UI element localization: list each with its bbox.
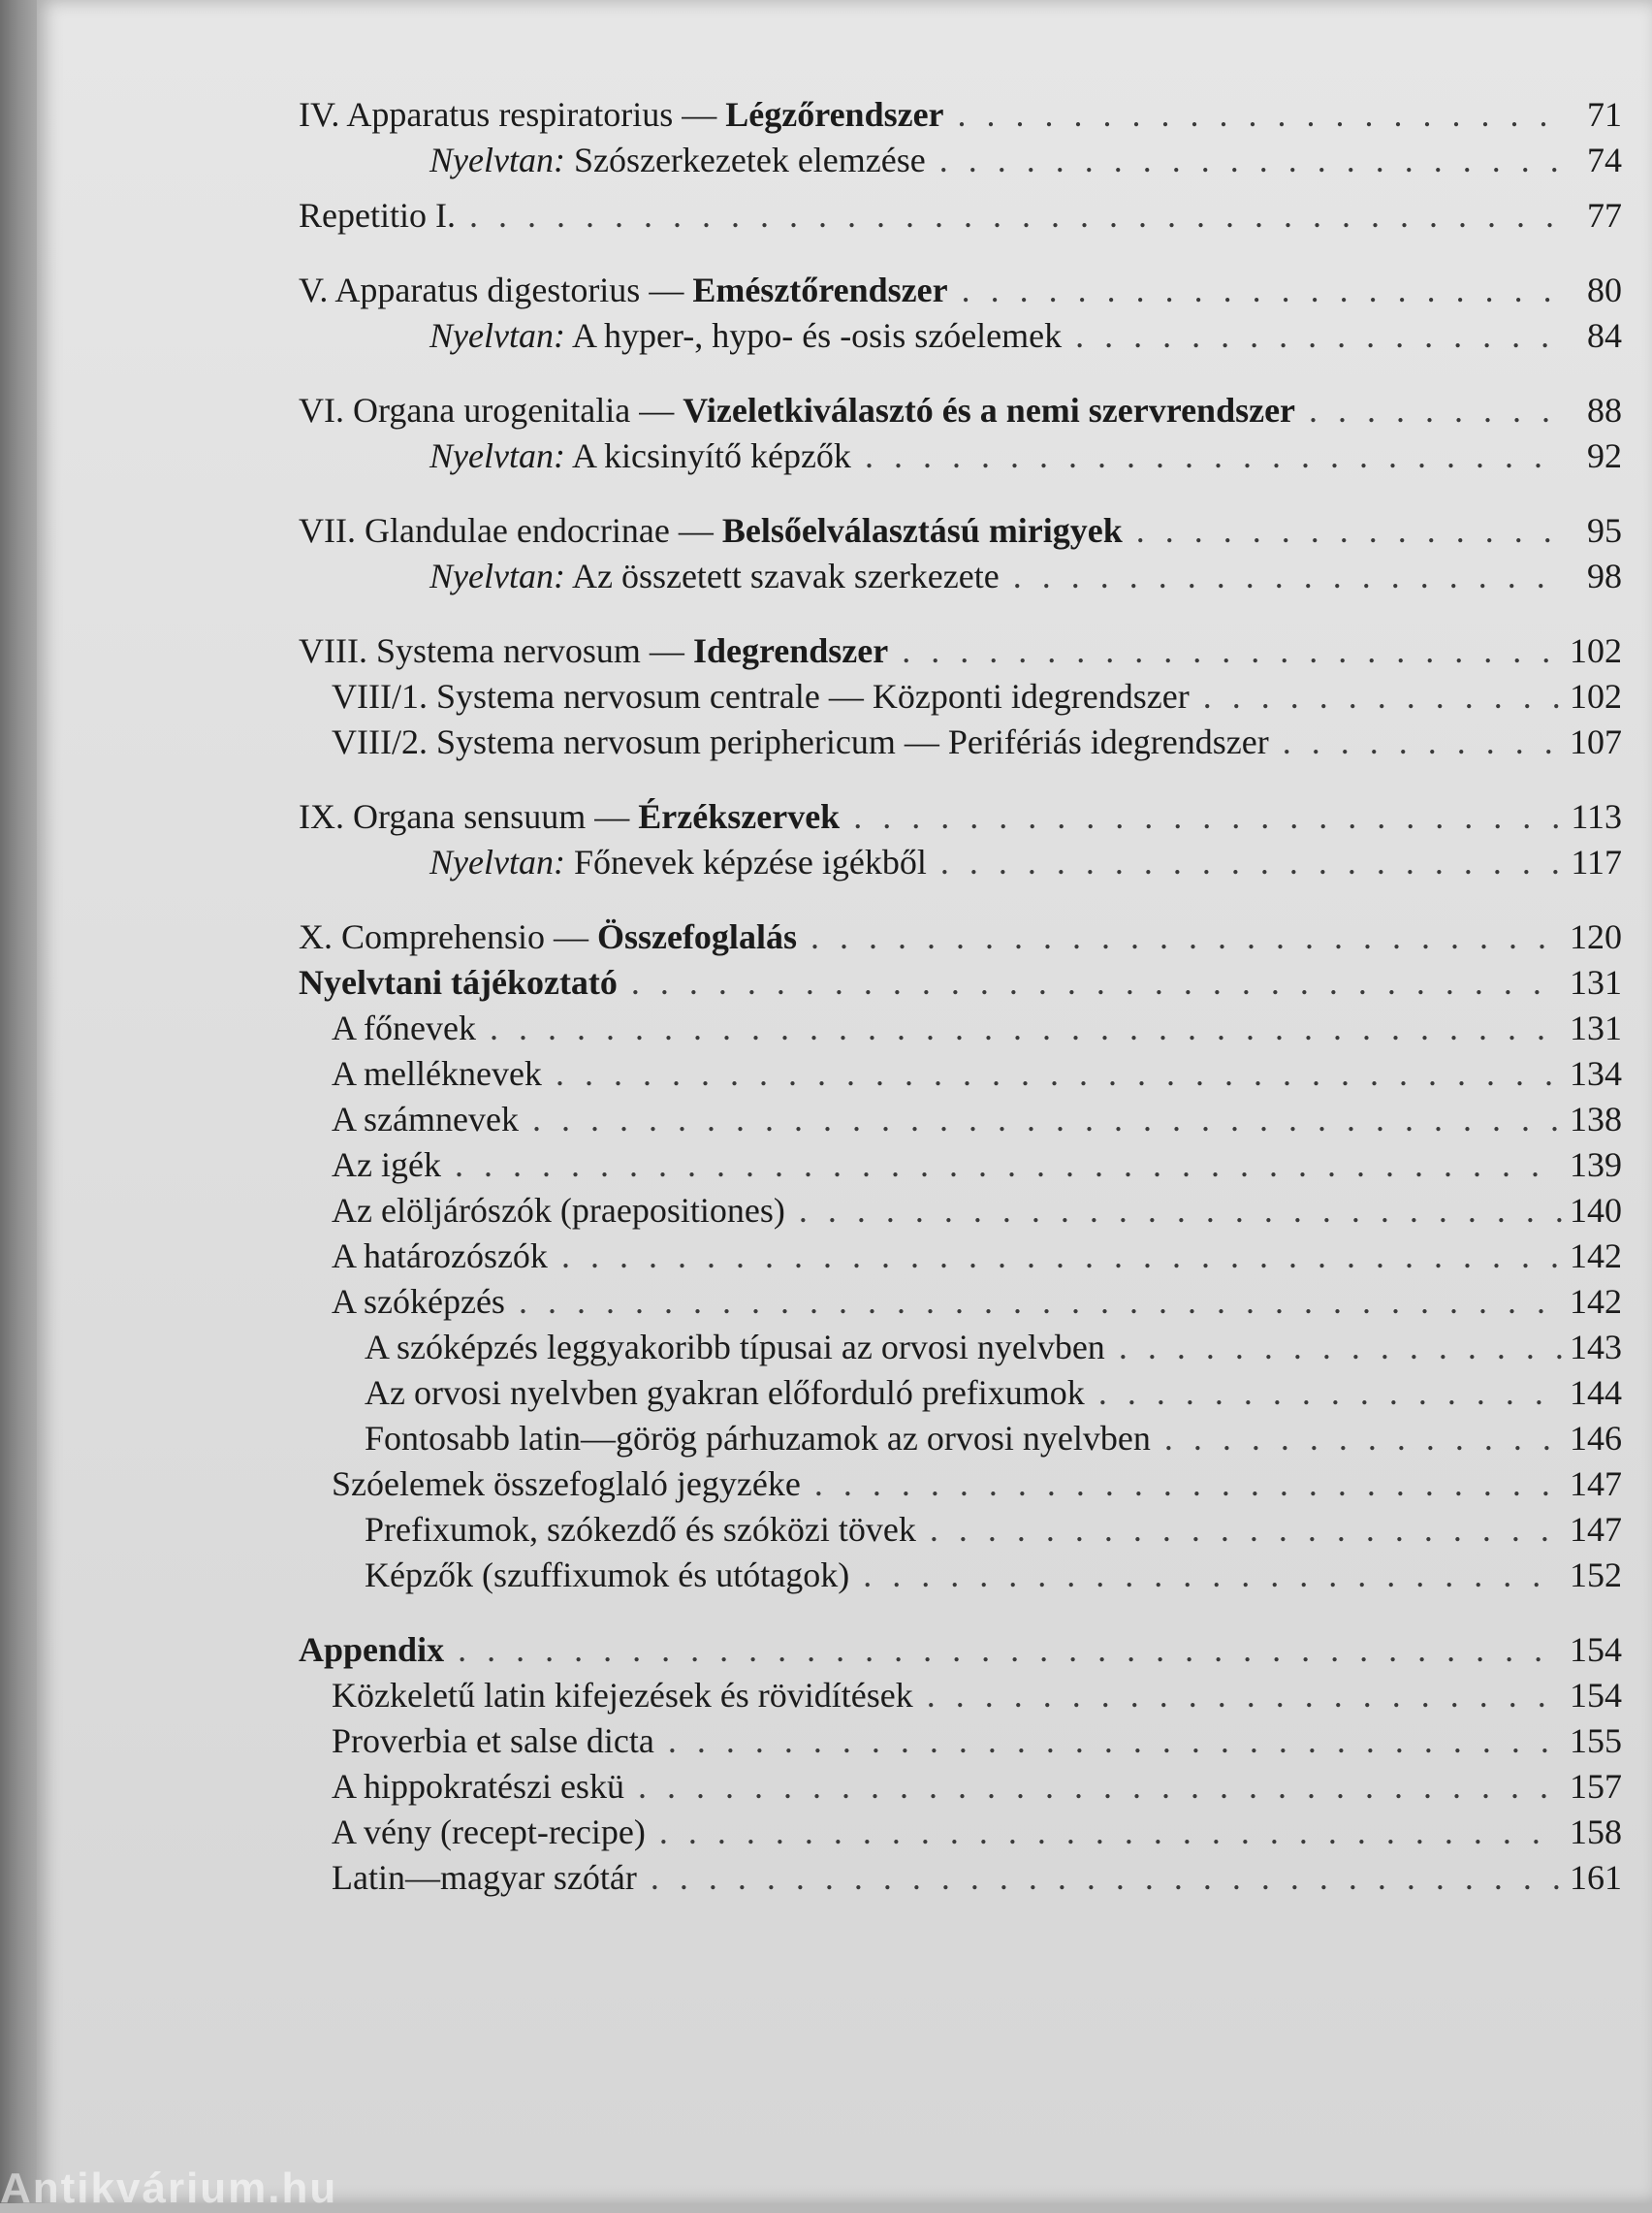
dot-leader [939, 138, 1562, 183]
dot-leader [1119, 1325, 1562, 1370]
toc-entry [299, 720, 1622, 765]
toc-entry-bold-text: Légzőrendszer [725, 95, 944, 134]
table-of-contents [299, 92, 1622, 1901]
toc-entry [299, 433, 1622, 479]
dot-leader [1309, 388, 1562, 433]
toc-page-number: 147 [1570, 1510, 1622, 1549]
dot-leader [958, 92, 1562, 138]
toc-entry-text: Latin—magyar szótár [332, 1858, 637, 1897]
toc-entry [299, 840, 1622, 885]
dot-leader [469, 193, 1562, 239]
toc-entry-text: Szóelemek összefoglaló jegyzéke [332, 1464, 801, 1503]
toc-entry [299, 1553, 1622, 1598]
toc-page-number: 152 [1570, 1556, 1622, 1594]
toc-entry-text: A hippokratészi eskü [332, 1767, 624, 1806]
toc-page-number: 146 [1570, 1419, 1622, 1458]
dot-leader [863, 1553, 1562, 1598]
toc-entry [299, 92, 1622, 138]
toc-entry [299, 1507, 1622, 1553]
dot-leader [865, 433, 1562, 479]
toc-entry [299, 1142, 1622, 1188]
toc-entry-title [332, 1279, 505, 1325]
toc-entry [299, 1416, 1622, 1461]
toc-entry [299, 674, 1622, 720]
toc-entry-title [332, 1051, 542, 1097]
toc-entry-title [332, 1461, 801, 1507]
toc-entry [299, 1006, 1622, 1051]
toc-entry-text: Főnevek képzése igékből [564, 843, 927, 882]
toc-entry-text: VIII/1. Systema nervosum centrale — Központi idegrendszer [332, 677, 1190, 716]
dot-leader [814, 1461, 1562, 1507]
toc-page-number: 139 [1570, 1145, 1622, 1184]
toc-entry-text: Az elöljárószók (praepositiones) [332, 1191, 785, 1230]
toc-entry [299, 554, 1622, 599]
toc-entry-title [332, 674, 1190, 720]
toc-page-number: 74 [1587, 141, 1622, 179]
toc-entry-title [365, 1370, 1085, 1416]
dot-leader [799, 1188, 1562, 1234]
toc-page-number: 120 [1570, 917, 1622, 956]
toc-entry-text: VIII. Systema nervosum — [299, 631, 693, 670]
toc-entry-bold-text: Emésztőrendszer [692, 271, 948, 309]
dot-leader [810, 914, 1562, 960]
toc-entry-title [332, 1142, 441, 1188]
toc-entry-text: A főnevek [332, 1009, 476, 1047]
toc-entry-title [332, 1718, 654, 1764]
dot-leader [490, 1006, 1562, 1051]
toc-entry-bold-text: Appendix [299, 1630, 445, 1669]
dot-leader [1203, 674, 1562, 720]
toc-entry-title [299, 92, 944, 138]
toc-entry-title [429, 313, 1062, 359]
toc-page-number: 131 [1570, 1009, 1622, 1047]
toc-entry [299, 1461, 1622, 1507]
toc-entry [299, 138, 1622, 183]
toc-page-number: 77 [1587, 196, 1622, 235]
toc-entry-text: Közkeletű latin kifejezések és rövidítések [332, 1676, 913, 1715]
dot-leader [853, 794, 1562, 840]
dot-leader [631, 960, 1562, 1006]
toc-page-number: 92 [1587, 436, 1622, 475]
toc-page-number: 154 [1570, 1676, 1622, 1715]
toc-entry [299, 388, 1622, 433]
toc-entry [299, 628, 1622, 674]
toc-entry-title [299, 268, 948, 313]
toc-entry-label-italic: Nyelvtan: [429, 843, 565, 882]
toc-entry-text: A kicsinyítő képzők [564, 436, 851, 475]
toc-page-number: 154 [1570, 1630, 1622, 1669]
toc-entry-title [299, 508, 1123, 554]
toc-entry [299, 1279, 1622, 1325]
toc-entry-text: Proverbia et salse dicta [332, 1721, 654, 1760]
toc-entry-title [299, 1627, 444, 1673]
dot-leader [532, 1097, 1562, 1142]
toc-entry-text: A szóképzés [332, 1282, 505, 1321]
toc-page-number: 88 [1587, 391, 1622, 430]
toc-entry-title [429, 138, 926, 183]
toc-entry-title [332, 1006, 476, 1051]
dot-leader [940, 840, 1562, 885]
dot-leader [668, 1718, 1562, 1764]
toc-page-number: 158 [1570, 1812, 1622, 1851]
toc-entry-title [365, 1416, 1151, 1461]
toc-page-number: 140 [1570, 1191, 1622, 1230]
toc-entry-title [429, 840, 927, 885]
dot-leader [455, 1142, 1562, 1188]
toc-entry-title [365, 1507, 916, 1553]
toc-entry-bold-text: Összefoglalás [596, 917, 797, 956]
toc-entry-text: A számnevek [332, 1100, 519, 1139]
toc-entry [299, 1718, 1622, 1764]
toc-entry [299, 794, 1622, 840]
toc-entry [299, 1855, 1622, 1901]
toc-page-number: 143 [1570, 1328, 1622, 1366]
toc-entry [299, 508, 1622, 554]
toc-entry-text: A hyper-, hypo- és -osis szóelemek [564, 316, 1063, 355]
book-page [37, 0, 1652, 2203]
toc-entry-text: VI. Organa urogenitalia — [299, 391, 683, 430]
dot-leader [962, 268, 1562, 313]
dot-leader [659, 1810, 1562, 1855]
toc-entry [299, 914, 1622, 960]
toc-entry-text: Az igék [332, 1145, 441, 1184]
toc-page-number: 144 [1570, 1373, 1622, 1412]
toc-page-number: 157 [1570, 1767, 1622, 1806]
toc-page-number: 142 [1570, 1282, 1622, 1321]
toc-page-number: 131 [1570, 963, 1622, 1002]
toc-entry-bold-text: Belsőelválasztású mirigyek [721, 511, 1123, 550]
toc-entry [299, 1370, 1622, 1416]
toc-entry-text: A határozószók [332, 1236, 548, 1275]
toc-page-number: 107 [1570, 722, 1622, 761]
toc-entry-label-italic: Nyelvtan: [429, 557, 565, 595]
watermark: Antikvárium.hu [0, 2165, 338, 2212]
toc-entry [299, 1234, 1622, 1279]
toc-entry [299, 268, 1622, 313]
dot-leader [930, 1507, 1562, 1553]
toc-entry-title [332, 1234, 548, 1279]
toc-page-number: 80 [1587, 271, 1622, 309]
toc-entry-label-italic: Nyelvtan: [429, 316, 565, 355]
toc-page-number: 102 [1570, 677, 1622, 716]
toc-entry-title [299, 388, 1295, 433]
toc-entry [299, 313, 1622, 359]
toc-entry-title [299, 960, 618, 1006]
toc-page-number: 71 [1587, 95, 1622, 134]
toc-entry-title [299, 914, 797, 960]
toc-entry-title [299, 794, 840, 840]
toc-page-number: 113 [1571, 797, 1622, 836]
toc-entry-text: Az összetett szavak szerkezete [564, 557, 1000, 595]
toc-entry-title [429, 433, 851, 479]
toc-page-number: 138 [1570, 1100, 1622, 1139]
toc-entry-text: X. Comprehensio — [299, 917, 597, 956]
toc-page-number: 147 [1570, 1464, 1622, 1503]
toc-entry-text: VII. Glandulae endocrinae — [299, 511, 722, 550]
dot-leader [1013, 554, 1562, 599]
dot-leader [1283, 720, 1562, 765]
toc-entry-title [332, 1764, 624, 1810]
toc-entry-text: IV. Apparatus respiratorius — [299, 95, 726, 134]
dot-leader [556, 1051, 1562, 1097]
toc-entry-text: V. Apparatus digestorius — [299, 271, 693, 309]
toc-page-number: 84 [1587, 316, 1622, 355]
dot-leader [1098, 1370, 1562, 1416]
toc-entry-bold-text: Nyelvtani tájékoztató [299, 963, 618, 1002]
toc-entry [299, 1188, 1622, 1234]
toc-entry [299, 193, 1622, 239]
toc-entry-title [332, 1097, 519, 1142]
toc-entry-title [332, 1855, 637, 1901]
toc-entry [299, 1810, 1622, 1855]
toc-entry-text: A vény (recept-recipe) [332, 1812, 646, 1851]
toc-entry-text: IX. Organa sensuum — [299, 797, 639, 836]
dot-leader [927, 1673, 1562, 1718]
toc-entry-title [365, 1553, 849, 1598]
toc-entry-title [332, 1810, 646, 1855]
toc-page-number: 155 [1570, 1721, 1622, 1760]
toc-page-number: 134 [1570, 1054, 1622, 1093]
book-spine-shadow [0, 0, 39, 2203]
toc-entry [299, 1051, 1622, 1097]
toc-entry-text: Fontosabb latin—görög párhuzamok az orvosi nyelvben [365, 1419, 1151, 1458]
toc-entry-label-italic: Nyelvtan: [429, 141, 565, 179]
toc-entry-bold-text: Érzékszervek [638, 797, 841, 836]
toc-entry-text: Az orvosi nyelvben gyakran előforduló prefixumok [365, 1373, 1085, 1412]
dot-leader [651, 1855, 1562, 1901]
toc-entry [299, 1627, 1622, 1673]
toc-entry [299, 1764, 1622, 1810]
toc-entry-bold-text: Idegrendszer [692, 631, 889, 670]
toc-entry-text: Szószerkezetek elemzése [564, 141, 926, 179]
toc-entry-text: A melléknevek [332, 1054, 542, 1093]
toc-page-number: 117 [1571, 843, 1622, 882]
toc-entry-title [332, 1673, 913, 1718]
toc-page-number: 95 [1587, 511, 1622, 550]
toc-entry-text: Prefixumok, szókezdő és szóközi tövek [365, 1510, 916, 1549]
dot-leader [458, 1627, 1562, 1673]
dot-leader [561, 1234, 1562, 1279]
toc-entry-label-italic: Nyelvtan: [429, 436, 565, 475]
toc-entry-title [332, 1188, 785, 1234]
toc-entry-text: Képzők (szuffixumok és utótagok) [365, 1556, 850, 1594]
dot-leader [1136, 508, 1562, 554]
toc-entry-text: VIII/2. Systema nervosum periphericum — Perifériás idegrendszer [332, 722, 1269, 761]
toc-entry [299, 1097, 1622, 1142]
toc-entry [299, 1325, 1622, 1370]
toc-entry-title [365, 1325, 1105, 1370]
toc-page-number: 102 [1570, 631, 1622, 670]
toc-entry-title [299, 193, 456, 239]
dot-leader [519, 1279, 1562, 1325]
toc-entry-text: A szóképzés leggyakoribb típusai az orvosi nyelvben [365, 1328, 1105, 1366]
toc-entry-bold-text: Vizeletkiválasztó és a nemi szervrendszer [683, 391, 1296, 430]
dot-leader [1164, 1416, 1562, 1461]
toc-entry-title [429, 554, 1000, 599]
dot-leader [1075, 313, 1562, 359]
toc-entry-title [332, 720, 1269, 765]
toc-page-number: 161 [1570, 1858, 1622, 1897]
dot-leader [638, 1764, 1562, 1810]
toc-entry-text: Repetitio I. [299, 196, 456, 235]
toc-entry [299, 1673, 1622, 1718]
toc-page-number: 142 [1570, 1236, 1622, 1275]
dot-leader [902, 628, 1562, 674]
toc-entry [299, 960, 1622, 1006]
toc-page-number: 98 [1587, 557, 1622, 595]
toc-entry-title [299, 628, 888, 674]
